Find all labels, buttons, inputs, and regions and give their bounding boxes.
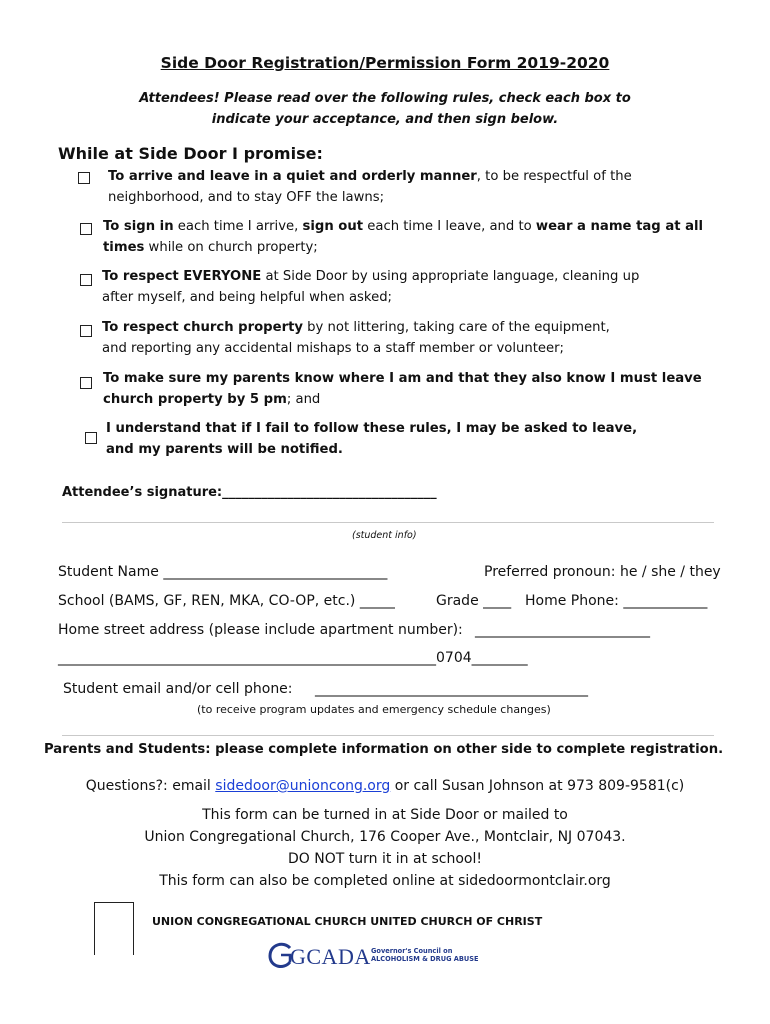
rule-3 xyxy=(102,266,742,308)
address-line-2-field[interactable]: ______________________________________________________0704________ xyxy=(58,650,528,666)
student-name-field[interactable]: Student Name ________________________________ xyxy=(58,564,388,580)
promise-heading: While at Side Door I promise: xyxy=(58,144,323,163)
email-phone-note: (to receive program updates and emergency schedule changes) xyxy=(197,703,551,716)
rule-2-bold-2: sign out xyxy=(302,219,364,234)
questions-suffix: or call Susan Johnson at 973 809-9581(c) xyxy=(390,778,685,794)
intro-line-2: indicate your acceptance, and then sign below. xyxy=(211,112,559,127)
gcada-wordmark: GCADA xyxy=(290,944,371,969)
rule-3-line2: after myself, and being helpful when asked; xyxy=(102,290,393,305)
rule-5-bold: To make sure my parents know where I am and that they also know I must leave xyxy=(103,371,702,386)
rule-4-line2: and reporting any accidental mishaps to a staff member or volunteer; xyxy=(102,341,564,356)
gcada-sub-2: ALCOHOLISM & DRUG ABUSE xyxy=(371,955,479,963)
rule-1-bold: To arrive and leave in a quiet and orderly manner xyxy=(108,169,477,184)
turn-in-line-4: This form can also be completed online at sidedoormontclair.org xyxy=(159,873,611,889)
rule-5-line2-text: ; and xyxy=(286,392,321,407)
rule-checkbox-5[interactable] xyxy=(80,377,92,389)
student-info-label: (student info) xyxy=(352,530,417,541)
address-label: Home street address (please include apartment number): xyxy=(58,622,463,638)
rule-checkbox-1[interactable] xyxy=(78,172,90,184)
church-name: UNION CONGREGATIONAL CHURCH UNITED CHURCH OF CHRIST xyxy=(152,915,543,928)
rule-checkbox-6[interactable] xyxy=(85,432,97,444)
gcada-sub-1: Governor's Council on xyxy=(371,947,453,955)
address-field[interactable]: _________________________ xyxy=(475,622,650,638)
questions-prefix: Questions?: email xyxy=(85,778,216,794)
rule-2-line2-bold: times xyxy=(103,240,145,255)
rule-6 xyxy=(106,418,746,460)
divider-bottom xyxy=(62,735,714,736)
rule-1-line2: neighborhood, and to stay OFF the lawns; xyxy=(108,190,385,205)
rule-2 xyxy=(103,216,743,258)
rule-3-text: at Side Door by using appropriate language, cleaning up xyxy=(261,269,640,284)
rule-4 xyxy=(102,317,742,359)
rule-2-bold-1: To sign in xyxy=(103,219,174,234)
email-phone-field[interactable]: _______________________________________ xyxy=(315,681,588,697)
questions-line xyxy=(0,778,770,794)
rule-2-bold-3: wear a name tag at all xyxy=(535,219,704,234)
email-phone-label: Student email and/or cell phone: xyxy=(63,681,293,697)
turn-in-line-3: DO NOT turn it in at school! xyxy=(288,851,482,867)
turn-in-line-1: This form can be turned in at Side Door or mailed to xyxy=(202,807,568,823)
rule-6-line2-bold: and my parents will be notified. xyxy=(106,442,343,457)
logo-box xyxy=(94,902,134,955)
parents-note: Parents and Students: please complete information on other side to complete registration. xyxy=(44,742,724,757)
rule-1 xyxy=(108,166,748,208)
school-field[interactable]: School (BAMS, GF, REN, MKA, CO-OP, etc.) _____ xyxy=(58,593,395,609)
gcada-subtitle xyxy=(371,947,481,963)
signature-field[interactable]: Attendee’s signature:_________________________________ xyxy=(62,485,437,500)
rule-checkbox-2[interactable] xyxy=(80,223,92,235)
form-title: Side Door Registration/Permission Form 2019-2020 xyxy=(160,54,610,72)
rule-2-line2-text: while on church property; xyxy=(144,240,318,255)
rule-2-text-2: each time I leave, and to xyxy=(363,219,536,234)
rule-3-bold: To respect EVERYONE xyxy=(102,269,262,284)
grade-field[interactable]: Grade ____ xyxy=(436,593,512,609)
divider-top xyxy=(62,522,714,523)
rule-checkbox-4[interactable] xyxy=(80,325,92,337)
preferred-pronoun-field[interactable]: Preferred pronoun: he / she / they xyxy=(484,564,721,580)
rule-1-text: , to be respectful of the xyxy=(476,169,632,184)
email-link[interactable]: sidedoor@unioncong.org xyxy=(215,778,391,794)
home-phone-field[interactable]: Home Phone: ____________ xyxy=(525,593,708,609)
form-intro xyxy=(0,88,770,130)
rule-4-bold: To respect church property xyxy=(102,320,303,335)
turn-in-line-2: Union Congregational Church, 176 Cooper Ave., Montclair, NJ 07043. xyxy=(144,829,626,845)
rule-5-line2-bold: church property by 5 pm xyxy=(103,392,287,407)
rule-checkbox-3[interactable] xyxy=(80,274,92,286)
intro-line-1: Attendees! Please read over the following rules, check each box to xyxy=(139,91,631,106)
rule-6-bold: I understand that if I fail to follow these rules, I may be asked to leave, xyxy=(106,421,638,436)
rule-4-text: by not littering, taking care of the equipment, xyxy=(302,320,610,335)
rule-5 xyxy=(103,368,743,410)
rule-2-text-1: each time I arrive, xyxy=(173,219,303,234)
